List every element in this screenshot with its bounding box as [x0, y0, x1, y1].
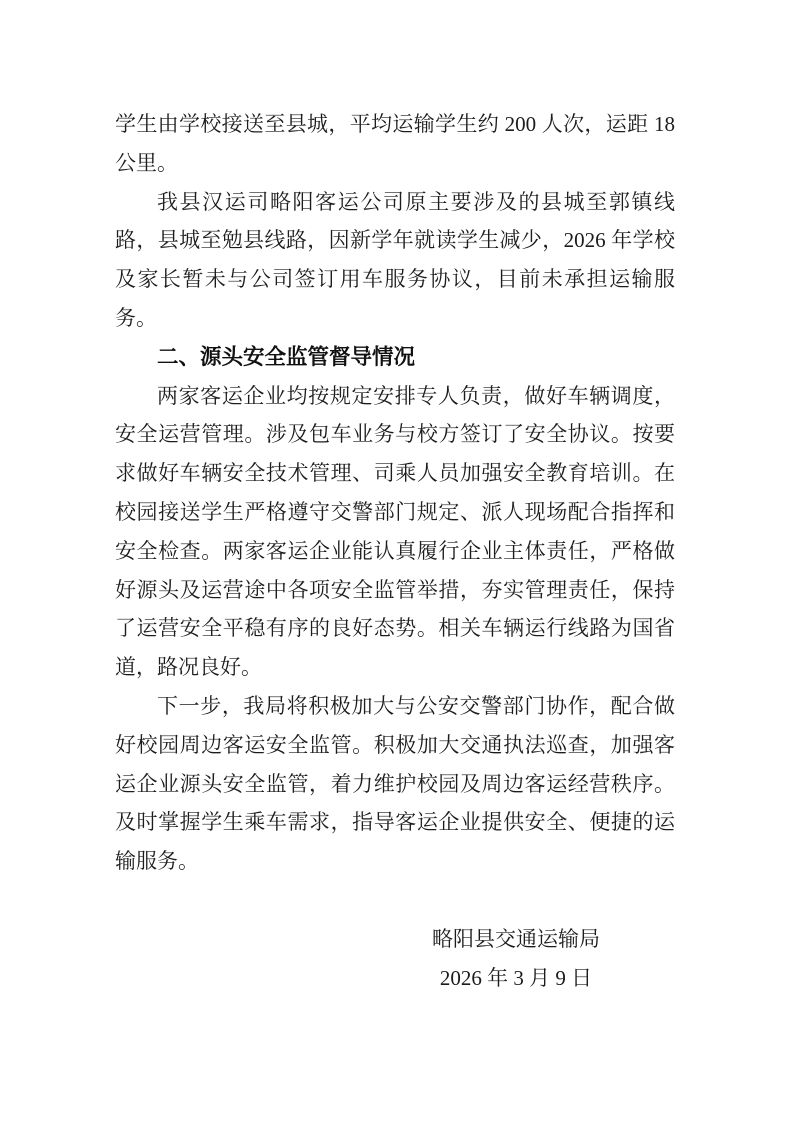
document-line: 安全检查。两家客运企业能认真履行企业主体责任，严格做 [115, 538, 675, 563]
document-line: 我县汉运司略阳客运公司原主要涉及的县城至郭镇线 [157, 189, 675, 214]
document-line: 好源头及运营途中各项安全监管举措，夯实管理责任，保持 [115, 577, 675, 602]
signature-block [432, 920, 600, 998]
document-line: 输服务。 [115, 849, 199, 874]
document-line: 及家长暂未与公司签订用车服务协议，目前未承担运输服 [115, 267, 675, 292]
document-line: 及时掌握学生乘车需求，指导客运企业提供安全、便捷的运 [115, 810, 675, 835]
document-body [115, 105, 675, 881]
document-line: 两家客运企业均按规定安排专人负责，做好车辆调度， [157, 383, 675, 408]
document-line: 了运营安全平稳有序的良好态势。相关车辆运行线路为国省 [115, 616, 675, 641]
document-line: 务。 [115, 305, 157, 330]
document-line: 求做好车辆安全技术管理、司乘人员加强安全教育培训。在 [115, 461, 675, 486]
document-line: 好校园周边客运安全监管。积极加大交通执法巡查，加强客 [115, 732, 675, 757]
document-line: 下一步，我局将积极加大与公安交警部门协作，配合做 [157, 693, 675, 718]
section-heading: 二、源头安全监管督导情况 [157, 344, 416, 369]
document-line: 校园接送学生严格遵守交警部门规定、派人现场配合指挥和 [115, 499, 675, 524]
signature-date: 2026 年 3 月 9 日 [439, 965, 593, 990]
document-line: 运企业源头安全监管，着力维护校园及周边客运经营秩序。 [115, 771, 675, 796]
document-line: 道，路况良好。 [115, 655, 262, 680]
document-line: 公里。 [115, 150, 178, 175]
signature-author: 略阳县交通运输局 [432, 926, 600, 951]
document-line: 安全运营管理。涉及包车业务与校方签订了安全协议。按要 [115, 422, 675, 447]
document-line: 学生由学校接送至县城，平均运输学生约 200 人次，运距 18 [115, 112, 675, 136]
document-line: 路，县城至勉县线路，因新学年就读学生减少，2026 年学校 [115, 228, 675, 253]
